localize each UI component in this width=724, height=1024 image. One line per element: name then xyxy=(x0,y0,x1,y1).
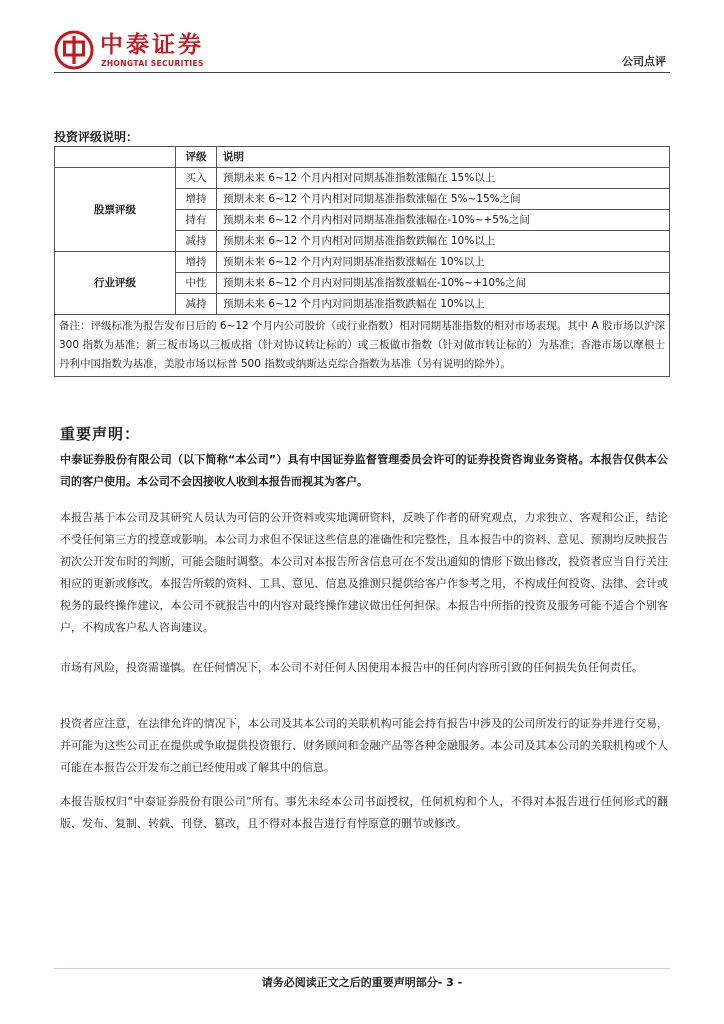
rating-level: 中性 xyxy=(176,273,217,294)
table-note-row xyxy=(55,315,670,377)
stock-rating-label: 股票评级 xyxy=(55,168,176,252)
rating-desc: 预期未来 6~12 个月内相对同期基准指数跌幅在 10%以上 xyxy=(217,231,670,252)
rating-note: 备注：评级标准为报告发布日后的 6~12 个月内公司股价（或行业指数）相对同期基准指数的相对市场表现。其中 A 股市场以沪深 300 指数为基准；新三板市场以三板成指（针对协议转让标的）或三板做市指数（针对做市转让标的）为基准；香港市场以摩根士丹利中国指数为基准，美股市场以标普 500 指数或纳斯达克综合指数为基准（另有说明的除外）。 xyxy=(55,315,670,377)
zhongtai-logo-icon xyxy=(54,30,94,70)
rating-desc: 预期未来 6~12 个月内对同期基准指数跌幅在 10%以上 xyxy=(217,294,670,315)
declaration-bold-statement: 中泰证券股份有限公司（以下简称“本公司”）具有中国证券监督管理委员会许可的证券投资咨询业务资格。本报告仅供本公司的客户使用。本公司不会因接收人收到本报告而视其为客户。 xyxy=(60,453,668,488)
declaration-paragraph: 本报告基于本公司及其研究人员认为可信的公开资料或实地调研资料，反映了作者的研究观点，力求独立、客观和公正，结论不受任何第三方的授意或影响。本公司力求但不保证这些信息的准确性和完整性，且本报告中的资料、意见、预测均反映报告初次公开发布时的判断，可能会随时调整。本公司对本报告所含信息可在不发出通知的情形下做出修改，投资者应当自行关注相应的更新或修改。本报告所载的资料、工具、意见、信息及推测只提供给客户作参考之用，不构成任何投资、法律、会计或税务的最终操作建议，本公司不就报告中的内容对最终操作建议做出任何担保。本报告中所指的投资及服务可能不适合个别客户，不构成客户私人咨询建议。 xyxy=(60,511,668,634)
table-header-row xyxy=(55,147,670,168)
rating-section-title: 投资评级说明： xyxy=(54,130,139,144)
header-empty-cell xyxy=(55,147,176,168)
company-logo xyxy=(54,30,254,70)
rating-desc: 预期未来 6~12 个月内相对同期基准指数涨幅在 15%以上 xyxy=(217,168,670,189)
rating-level: 减持 xyxy=(176,231,217,252)
industry-rating-label: 行业评级 xyxy=(55,252,176,315)
declaration-title: 重要声明： xyxy=(60,425,141,443)
header-divider xyxy=(54,72,670,73)
declaration-paragraph: 本报告版权归“中泰证券股份有限公司”所有。事先未经本公司书面授权，任何机构和个人，不得对本报告进行任何形式的翻版、发布、复制、转载、刊登、篡改，且不得对本报告进行有悖原意的删节或修改。 xyxy=(60,795,668,830)
rating-desc: 预期未来 6~12 个月内相对同期基准指数涨幅在 5%~15%之间 xyxy=(217,189,670,210)
table-row xyxy=(55,168,670,189)
header-desc-cell: 说明 xyxy=(217,147,670,168)
rating-level: 增持 xyxy=(176,252,217,273)
report-type-tag: 公司点评 xyxy=(622,55,666,68)
rating-table xyxy=(54,146,670,377)
page-header xyxy=(0,0,724,80)
rating-desc: 预期未来 6~12 个月内对同期基准指数涨幅在 10%以上 xyxy=(217,252,670,273)
footer-divider xyxy=(54,968,670,969)
logo-english-name: ZHONGTAI SECURITIES xyxy=(101,59,204,68)
rating-level: 减持 xyxy=(176,294,217,315)
declaration-paragraph: 投资者应注意，在法律允许的情况下，本公司及其本公司的关联机构可能会持有报告中涉及的公司所发行的证券并进行交易，并可能为这些公司正在提供或争取提供投资银行、财务顾问和金融产品等各种金融服务。本公司及其本公司的关联机构或个人可能在本报告公开发布之前已经使用或了解其中的信息。 xyxy=(60,717,668,774)
table-row xyxy=(55,252,670,273)
page-footer: 请务必阅读正文之后的重要声明部分- 3 - xyxy=(261,976,463,989)
rating-level: 买入 xyxy=(176,168,217,189)
logo-chinese-name: 中泰证券 xyxy=(100,32,204,58)
header-level-cell: 评级 xyxy=(176,147,217,168)
rating-level: 持有 xyxy=(176,210,217,231)
rating-desc: 预期未来 6~12 个月内相对同期基准指数涨幅在-10%~+5%之间 xyxy=(217,210,670,231)
declaration-paragraph: 市场有风险，投资需谨慎。在任何情况下，本公司不对任何人因使用本报告中的任何内容所引致的任何损失负任何责任。 xyxy=(60,661,643,674)
rating-desc: 预期未来 6~12 个月内对同期基准指数涨幅在-10%~+10%之间 xyxy=(217,273,670,294)
rating-level: 增持 xyxy=(176,189,217,210)
